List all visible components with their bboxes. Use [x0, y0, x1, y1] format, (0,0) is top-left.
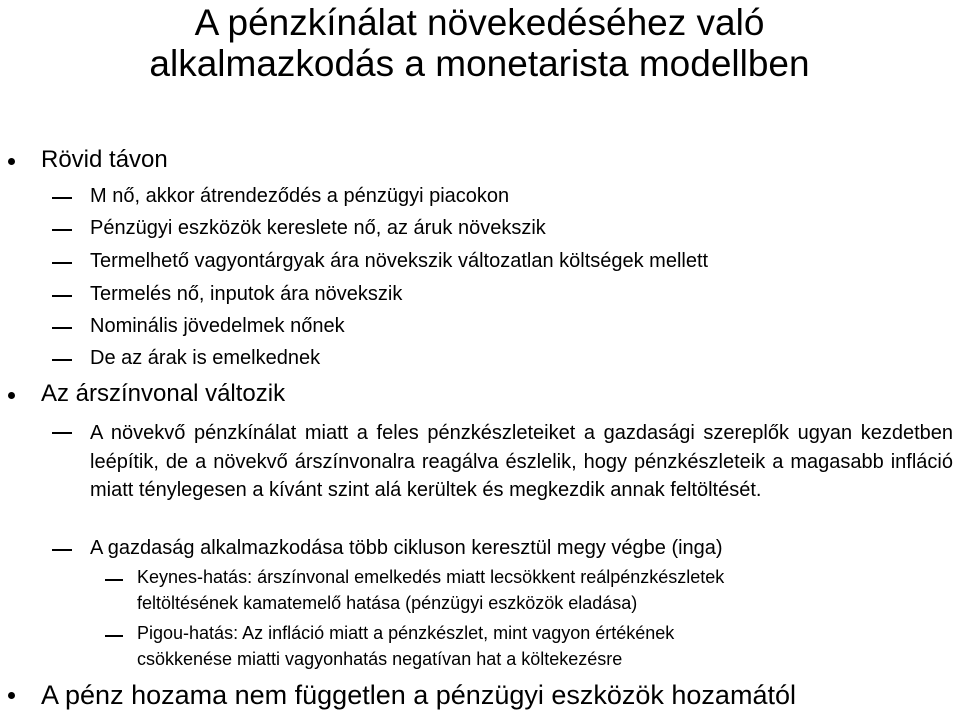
keynes-line-1: Keynes-hatás: árszínvonal emelkedés miatt lecsökkent reálpénzkészletek	[137, 567, 725, 587]
dash-marker	[52, 327, 72, 329]
list-item: Termelés nő, inputok ára növekszik	[90, 283, 403, 305]
list-item: Pénzügyi eszközök kereslete nő, az áruk növekszik	[90, 217, 546, 239]
bullet-dot	[8, 392, 15, 399]
bullet-dot	[8, 692, 15, 699]
bullet-dot	[8, 158, 15, 165]
dash-marker	[52, 432, 72, 434]
title-line-2: alkalmazkodás a monetarista modellben	[149, 43, 810, 84]
dash-marker	[52, 229, 72, 231]
title-line-1: A pénzkínálat növekedéséhez való	[194, 2, 765, 43]
pigou-line-1: Pigou-hatás: Az infláció miatt a pénzkészlet, mint vagyon értékének	[137, 623, 675, 643]
dash-marker	[52, 359, 72, 361]
pigou-line-2: csökkenése miatti vagyonhatás negatívan hat a költekezésre	[137, 649, 623, 669]
dash-marker	[52, 262, 72, 264]
list-item: A gazdaság alkalmazkodása több cikluson keresztül megy végbe (inga)	[90, 537, 723, 559]
list-item: M nő, akkor átrendeződés a pénzügyi piacokon	[90, 185, 510, 207]
list-item: Nominális jövedelmek nőnek	[90, 315, 345, 337]
dash-marker	[105, 579, 123, 581]
dash-marker	[105, 635, 123, 637]
dash-marker	[52, 549, 72, 551]
section-penz-hozama: A pénz hozama nem független a pénzügyi eszközök hozamától	[41, 680, 796, 710]
dash-marker	[52, 197, 72, 199]
slide-title	[0, 2, 959, 84]
list-item: Termelhető vagyontárgyak ára növekszik változatlan költségek mellett	[90, 250, 709, 272]
keynes-line-2: feltöltésének kamatemelő hatása (pénzügyi eszközök eladása)	[137, 593, 638, 613]
dash-marker	[52, 295, 72, 297]
section-arszinvonal: Az árszínvonal változik	[41, 380, 286, 407]
paragraph-penzkeszlet: A növekvő pénzkínálat miatt a feles pénzkészleteiket a gazdasági szereplők ugyan kezdetben leépítik, de a növekvő árszínvonalra reagálva észlelik, hogy pénzkészleteik a magasabb infláció miatt ténylegesen a kívánt szint alá kerültek és megkezdik annak feltöltését.	[90, 422, 953, 501]
section-rovid-tavon: Rövid távon	[41, 146, 168, 173]
list-item: De az árak is emelkednek	[90, 347, 321, 369]
